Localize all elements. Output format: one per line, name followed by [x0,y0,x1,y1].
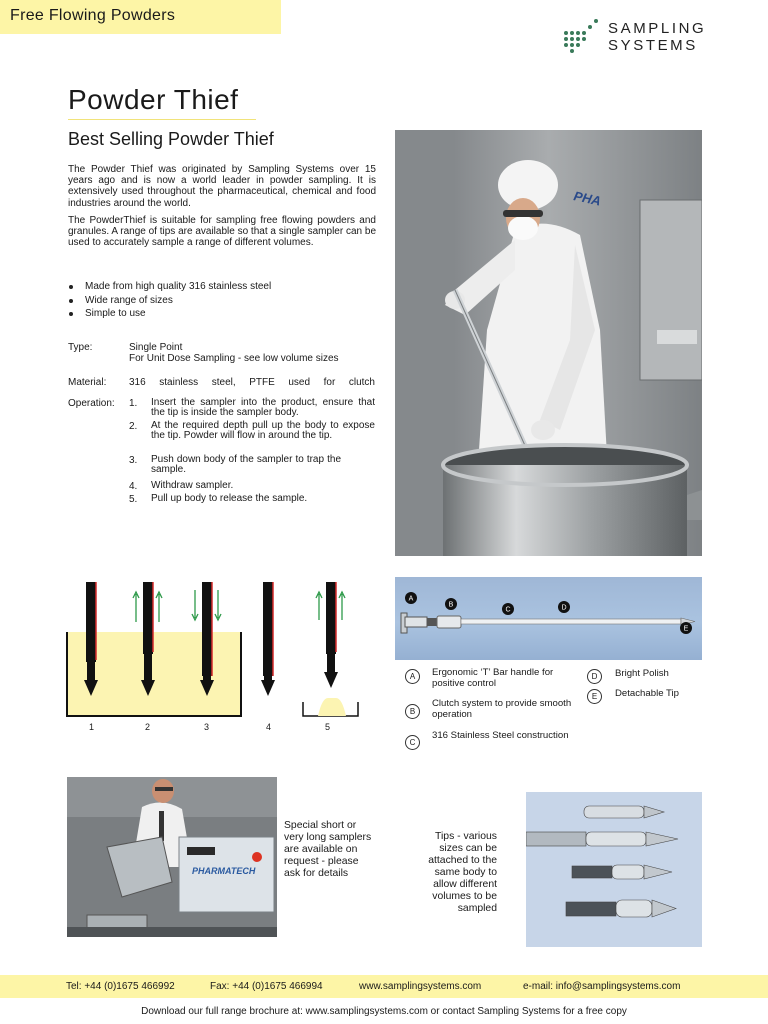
feature-item: Made from high quality 316 stainless steel [68,280,368,294]
legend-text-e: Detachable Tip [615,688,679,699]
sampler-rod-4 [261,582,275,696]
operation-step-number: 4. [129,481,138,492]
legend-text-b: Clutch system to provide smooth operation [432,698,572,720]
fax-number: Fax: +44 (0)1675 466994 [210,981,323,992]
tips-note: Tips - various sizes can be attached to the same body to allow different volumes to be sampled [428,831,497,914]
wall-lettering: PHA [572,188,603,209]
machine-brand-label: PHARMATECH [192,866,256,876]
diagram-step-label: 5 [325,722,331,732]
diagram-step-label: 4 [266,722,272,732]
legend-text-c: 316 Stainless Steel construction [432,730,569,741]
sampler-rod-illustration [395,577,702,660]
legend-text-a: Ergonomic ‘T’ Bar handle for positive control [432,667,554,689]
feature-list [68,280,368,321]
tips-photo [526,792,702,947]
logo-dots-icon [560,18,604,58]
legend-marker-e: E [587,689,602,704]
email-link[interactable]: e-mail: info@samplingsystems.com [523,981,681,992]
logo-line-1: SAMPLING [608,20,707,37]
legend-marker-b: B [405,704,420,719]
part-label-d: D [561,604,567,612]
operation-step-text: Push down body of the sampler to trap the sample. [151,454,341,476]
legend-marker-c: C [405,735,420,750]
operation-diagram [60,576,360,736]
diagram-step-label: 2 [145,722,151,732]
diagram-step-label: 3 [204,722,210,732]
legend-marker-a: A [405,669,420,684]
sampler-parts-photo [395,577,702,660]
page-title: Powder Thief [68,84,239,115]
operation-step-text: Insert the sampler into the product, ensure that the tip is inside the sampler body. [151,397,375,419]
operation-step-text: At the required depth pull up the body to expose the tip. Powder will flow in around the tip. [151,420,375,442]
page-subtitle: Best Selling Powder Thief [68,129,274,149]
title-underline [68,119,256,120]
company-logo [560,18,720,58]
legend-text-d: Bright Polish [615,668,669,679]
part-label-c: C [505,606,511,614]
type-value-2: For Unit Dose Sampling - see low volume sizes [129,353,339,364]
contact-bar [0,975,768,998]
sampler-rod-5 [324,582,338,688]
operator-sampling-illustration [395,130,702,556]
operator-machine-illustration [67,777,277,937]
operation-step-number: 3. [129,455,138,466]
operation-label: Operation: [68,398,115,409]
material-label: Material: [68,377,107,388]
diagram-step-label: 1 [89,722,95,732]
feature-item: Wide range of sizes [68,294,368,308]
direction-arrows [133,590,345,622]
type-value-1: Single Point [129,342,183,353]
logo-wordmark [608,20,706,54]
operation-steps-illustration [60,576,360,736]
type-label: Type: [68,342,93,353]
intro-paragraph-2: The PowderThief is suitable for sampling free flowing powders and granules. A range of tips are available so that a single sampler can be used to accurately sample a range of different volumes. [68,215,376,249]
part-label-e: E [683,625,689,633]
operation-step-text: Pull up body to release the sample. [151,493,308,504]
legend-marker-d: D [587,669,602,684]
part-label-a: A [408,595,414,603]
category-banner [0,0,281,34]
feature-item: Simple to use [68,307,368,321]
operation-step-number: 1. [129,398,138,409]
intro-paragraph-1: The Powder Thief was originated by Sampling Systems over 15 years ago and is now a world leader in powder sampling. It is extensively used throughout the pharmaceutical, chemical and food industries around the world. [68,164,376,209]
phone-number: Tel: +44 (0)1675 466992 [66,981,175,992]
tips-illustration [526,792,702,947]
download-note: Download our full range brochure at: www.samplingsystems.com or contact Sampling Systems for a free copy [141,1006,627,1017]
material-value: 316 stainless steel, PTFE used for clutch [129,377,375,388]
operation-step-number: 5. [129,494,138,505]
part-label-b: B [448,601,454,609]
machine-sampling-photo [67,777,277,937]
logo-line-2: SYSTEMS [608,37,698,54]
operation-step-text: Withdraw sampler. [151,480,234,491]
category-label: Free Flowing Powders [10,7,176,24]
operation-step-number: 2. [129,421,138,432]
special-samplers-note: Special short or very long samplers are available on request - please ask for details [284,820,372,879]
main-sampling-photo [395,130,702,556]
website-link[interactable]: www.samplingsystems.com [359,981,482,992]
